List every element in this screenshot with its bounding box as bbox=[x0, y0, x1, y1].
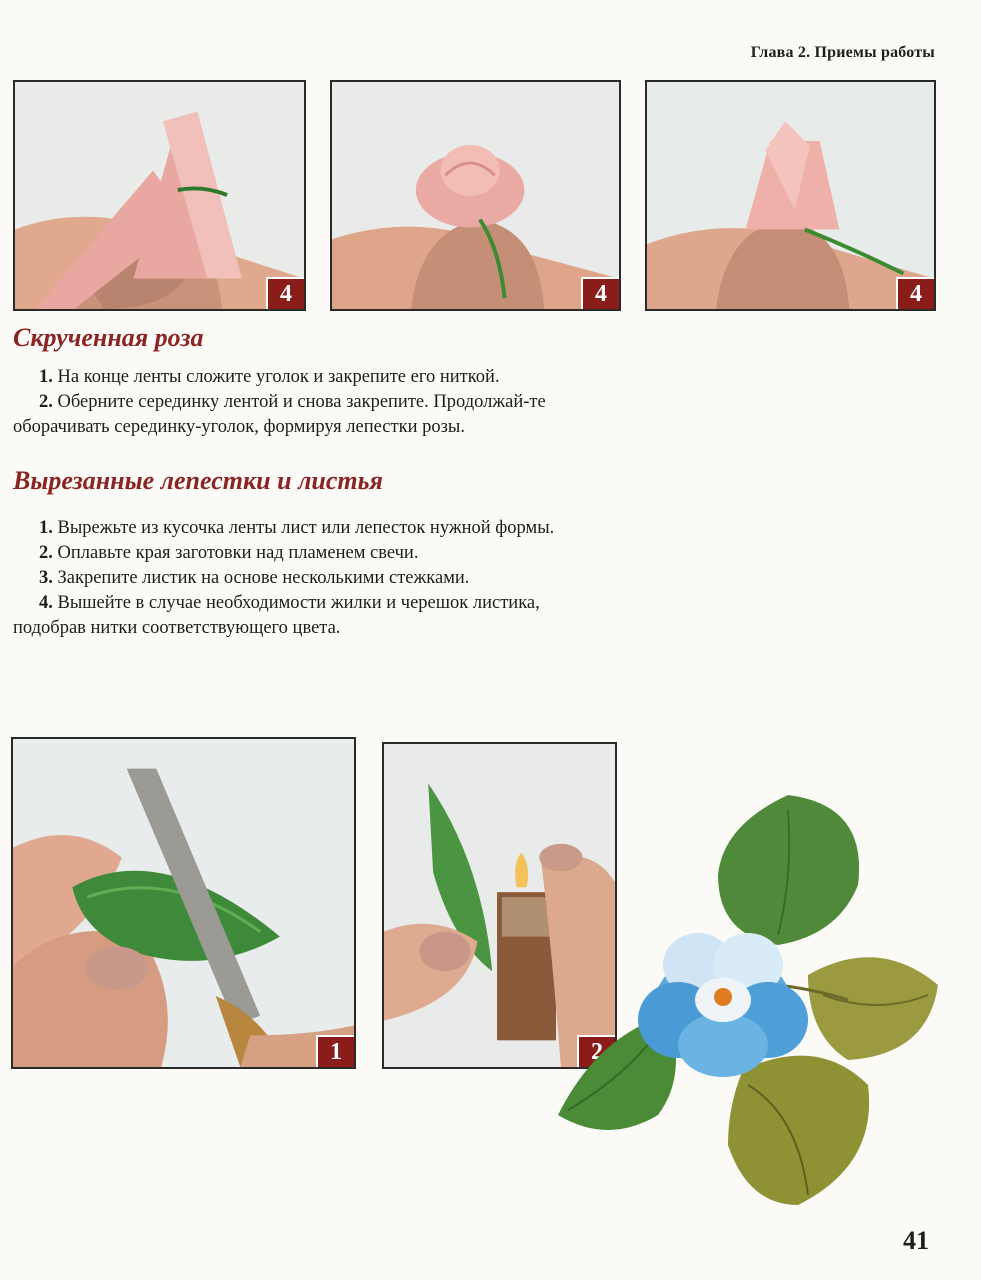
photo-rose-step-4b bbox=[330, 80, 621, 311]
step-badge: 4 bbox=[266, 277, 304, 309]
chapter-header: Глава 2. Приемы работы bbox=[750, 44, 935, 61]
step-badge: 1 bbox=[316, 1035, 354, 1067]
photo-rose-step-4c bbox=[645, 80, 936, 311]
section-twisted-rose-text bbox=[13, 365, 623, 440]
section-title-twisted-rose: Скрученная роза bbox=[13, 323, 204, 352]
section-cut-petals-text bbox=[13, 516, 573, 641]
step-1: 1. Вырежьте из кусочка ленты лист или лепесток нужной формы. bbox=[39, 518, 555, 538]
step-3: 3. Закрепите листик на основе несколькими стежками. bbox=[39, 568, 470, 588]
photo-cutting-leaf bbox=[11, 737, 356, 1069]
step-2: 2. Оплавьте края заготовки над пламенем свечи. bbox=[39, 543, 419, 563]
photo-rose-step-4a bbox=[13, 80, 306, 311]
pansy-leaves-illustration bbox=[548, 785, 948, 1215]
step-4: 4. Вышейте в случае необходимости жилки и черешок листика, подобрав нитки соответствующего цвета. bbox=[13, 593, 540, 638]
step-badge: 2 bbox=[577, 1035, 615, 1067]
step-badge: 4 bbox=[896, 277, 934, 309]
section-title-cut-petals: Вырезанные лепестки и листья bbox=[13, 466, 383, 495]
step-2: 2. Оберните серединку лентой и снова закрепите. Продолжай-те оборачивать серединку-уголок, формируя лепестки розы. bbox=[13, 392, 546, 437]
step-1: 1. На конце ленты сложите уголок и закрепите его ниткой. bbox=[39, 367, 500, 387]
step-badge: 4 bbox=[581, 277, 619, 309]
page-number: 41 bbox=[903, 1226, 929, 1255]
